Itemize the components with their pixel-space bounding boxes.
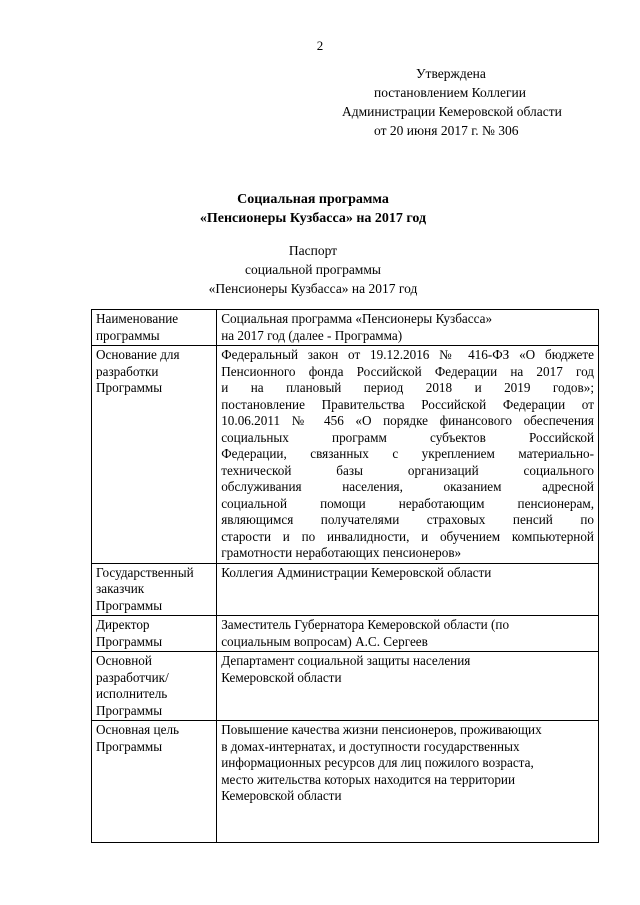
- row-value-line: Департамент социальной защиты населения: [221, 653, 471, 668]
- approval-line: постановлением Коллегии: [374, 85, 526, 100]
- approval-line: Администрации Кемеровской области: [342, 104, 562, 119]
- row-label: [92, 310, 217, 346]
- row-label-line: Государственный: [96, 564, 194, 580]
- row-label-line: Программы: [96, 633, 163, 649]
- row-label-line: Программы: [96, 738, 163, 754]
- row-label-line: исполнитель: [96, 686, 168, 701]
- row-label-line: разработки: [96, 363, 159, 379]
- row-label-line: Программы: [96, 380, 163, 395]
- page-number: 2: [316, 38, 324, 53]
- row-value: [217, 616, 599, 652]
- row-value: [217, 652, 599, 721]
- row-label-line: Наименование: [96, 311, 179, 326]
- row-value-line: старости и по инвалидности, и обучением компьютерной: [221, 528, 594, 544]
- row-value-line: на 2017 год (далее - Программа): [221, 327, 403, 343]
- row-label-line: разработчик/: [96, 669, 169, 685]
- row-label-line: Основная цель: [96, 722, 180, 737]
- approval-line: от 20 июня 2017 г. № 306: [374, 123, 519, 138]
- table-row-customer: [92, 563, 599, 616]
- row-value-line: социальной помощи неработающим пенсионерам,: [221, 495, 594, 511]
- row-value-line: Кемеровской области: [221, 788, 342, 803]
- row-label: [92, 563, 217, 616]
- row-value-line: место жительства которых находится на территории: [221, 771, 516, 787]
- row-value-line: в домах-интернатах, и доступности государственных: [221, 738, 520, 754]
- row-label: [92, 652, 217, 721]
- table-row-director: [92, 616, 599, 652]
- passport-table: [91, 309, 599, 843]
- row-value: [217, 346, 599, 564]
- row-value-line: Повышение качества жизни пенсионеров, проживающих: [221, 722, 542, 737]
- row-label-line: Основной: [96, 653, 152, 668]
- passport-heading-line: социальной программы: [245, 262, 381, 277]
- row-value-line: обслуживания населения, оказанием адресной: [221, 479, 594, 494]
- row-label: [92, 346, 217, 564]
- row-value-line: постановление Правительства Российской Федерации от: [221, 396, 594, 412]
- row-label-line: Директор: [96, 617, 150, 632]
- row-label: [92, 616, 217, 652]
- row-label-line: Основание для: [96, 347, 180, 362]
- row-value: [217, 310, 599, 346]
- row-value-line: Социальная программа «Пенсионеры Кузбасса»: [221, 311, 493, 326]
- row-value-line: технической базы организаций социального: [221, 462, 594, 478]
- row-value-line: Федеральный закон от 19.12.2016 № 416-ФЗ «О бюджете: [221, 347, 594, 362]
- row-value-line: и на плановый период 2018 и 2019 годов»;: [221, 380, 594, 395]
- row-value-line: Федерации, связанных с укреплением материально-: [221, 446, 594, 461]
- row-label-line: заказчик: [96, 581, 145, 596]
- table-row-basis: [92, 346, 599, 564]
- program-title-line: «Пенсионеры Кузбасса» на 2017 год: [199, 211, 427, 226]
- row-label: [92, 721, 217, 843]
- row-value-line: Заместитель Губернатора Кемеровской области (по: [221, 617, 510, 632]
- row-label-line: Программы: [96, 597, 163, 613]
- passport-heading: [0, 241, 640, 298]
- row-value-line: Коллегия Администрации Кемеровской области: [221, 564, 492, 580]
- row-value: [217, 721, 599, 843]
- row-value-line: социальных программ субъектов Российской: [221, 429, 594, 445]
- program-title: [0, 190, 640, 228]
- row-value-line: Пенсионного фонда Российской Федерации на 2017 год: [221, 363, 594, 379]
- approval-line: Утверждена: [416, 66, 486, 81]
- table-row-goal: [92, 721, 599, 843]
- row-value-line: Кемеровской области: [221, 669, 342, 685]
- row-value-line: социальным вопросам) А.С. Сергеев: [221, 633, 428, 649]
- passport-heading-line: Паспорт: [288, 243, 338, 258]
- approval-stamp: [330, 64, 630, 140]
- row-value-line: грамотности неработающих пенсионеров»: [221, 545, 462, 560]
- row-label-line: программы: [96, 327, 160, 343]
- row-value-line: информационных ресурсов для лиц пожилого возраста,: [221, 755, 534, 770]
- program-title-line: Социальная программа: [237, 192, 389, 207]
- table-row-developer: [92, 652, 599, 721]
- row-label-line: Программы: [96, 702, 163, 718]
- table-row-name: [92, 310, 599, 346]
- passport-heading-line: «Пенсионеры Кузбасса» на 2017 год: [208, 281, 418, 296]
- row-value: [217, 563, 599, 616]
- row-value-line: являющимся получателями страховых пенсий по: [221, 512, 594, 527]
- row-value-line: 10.06.2011 № 456 «О порядке финансового обеспечения: [221, 413, 594, 428]
